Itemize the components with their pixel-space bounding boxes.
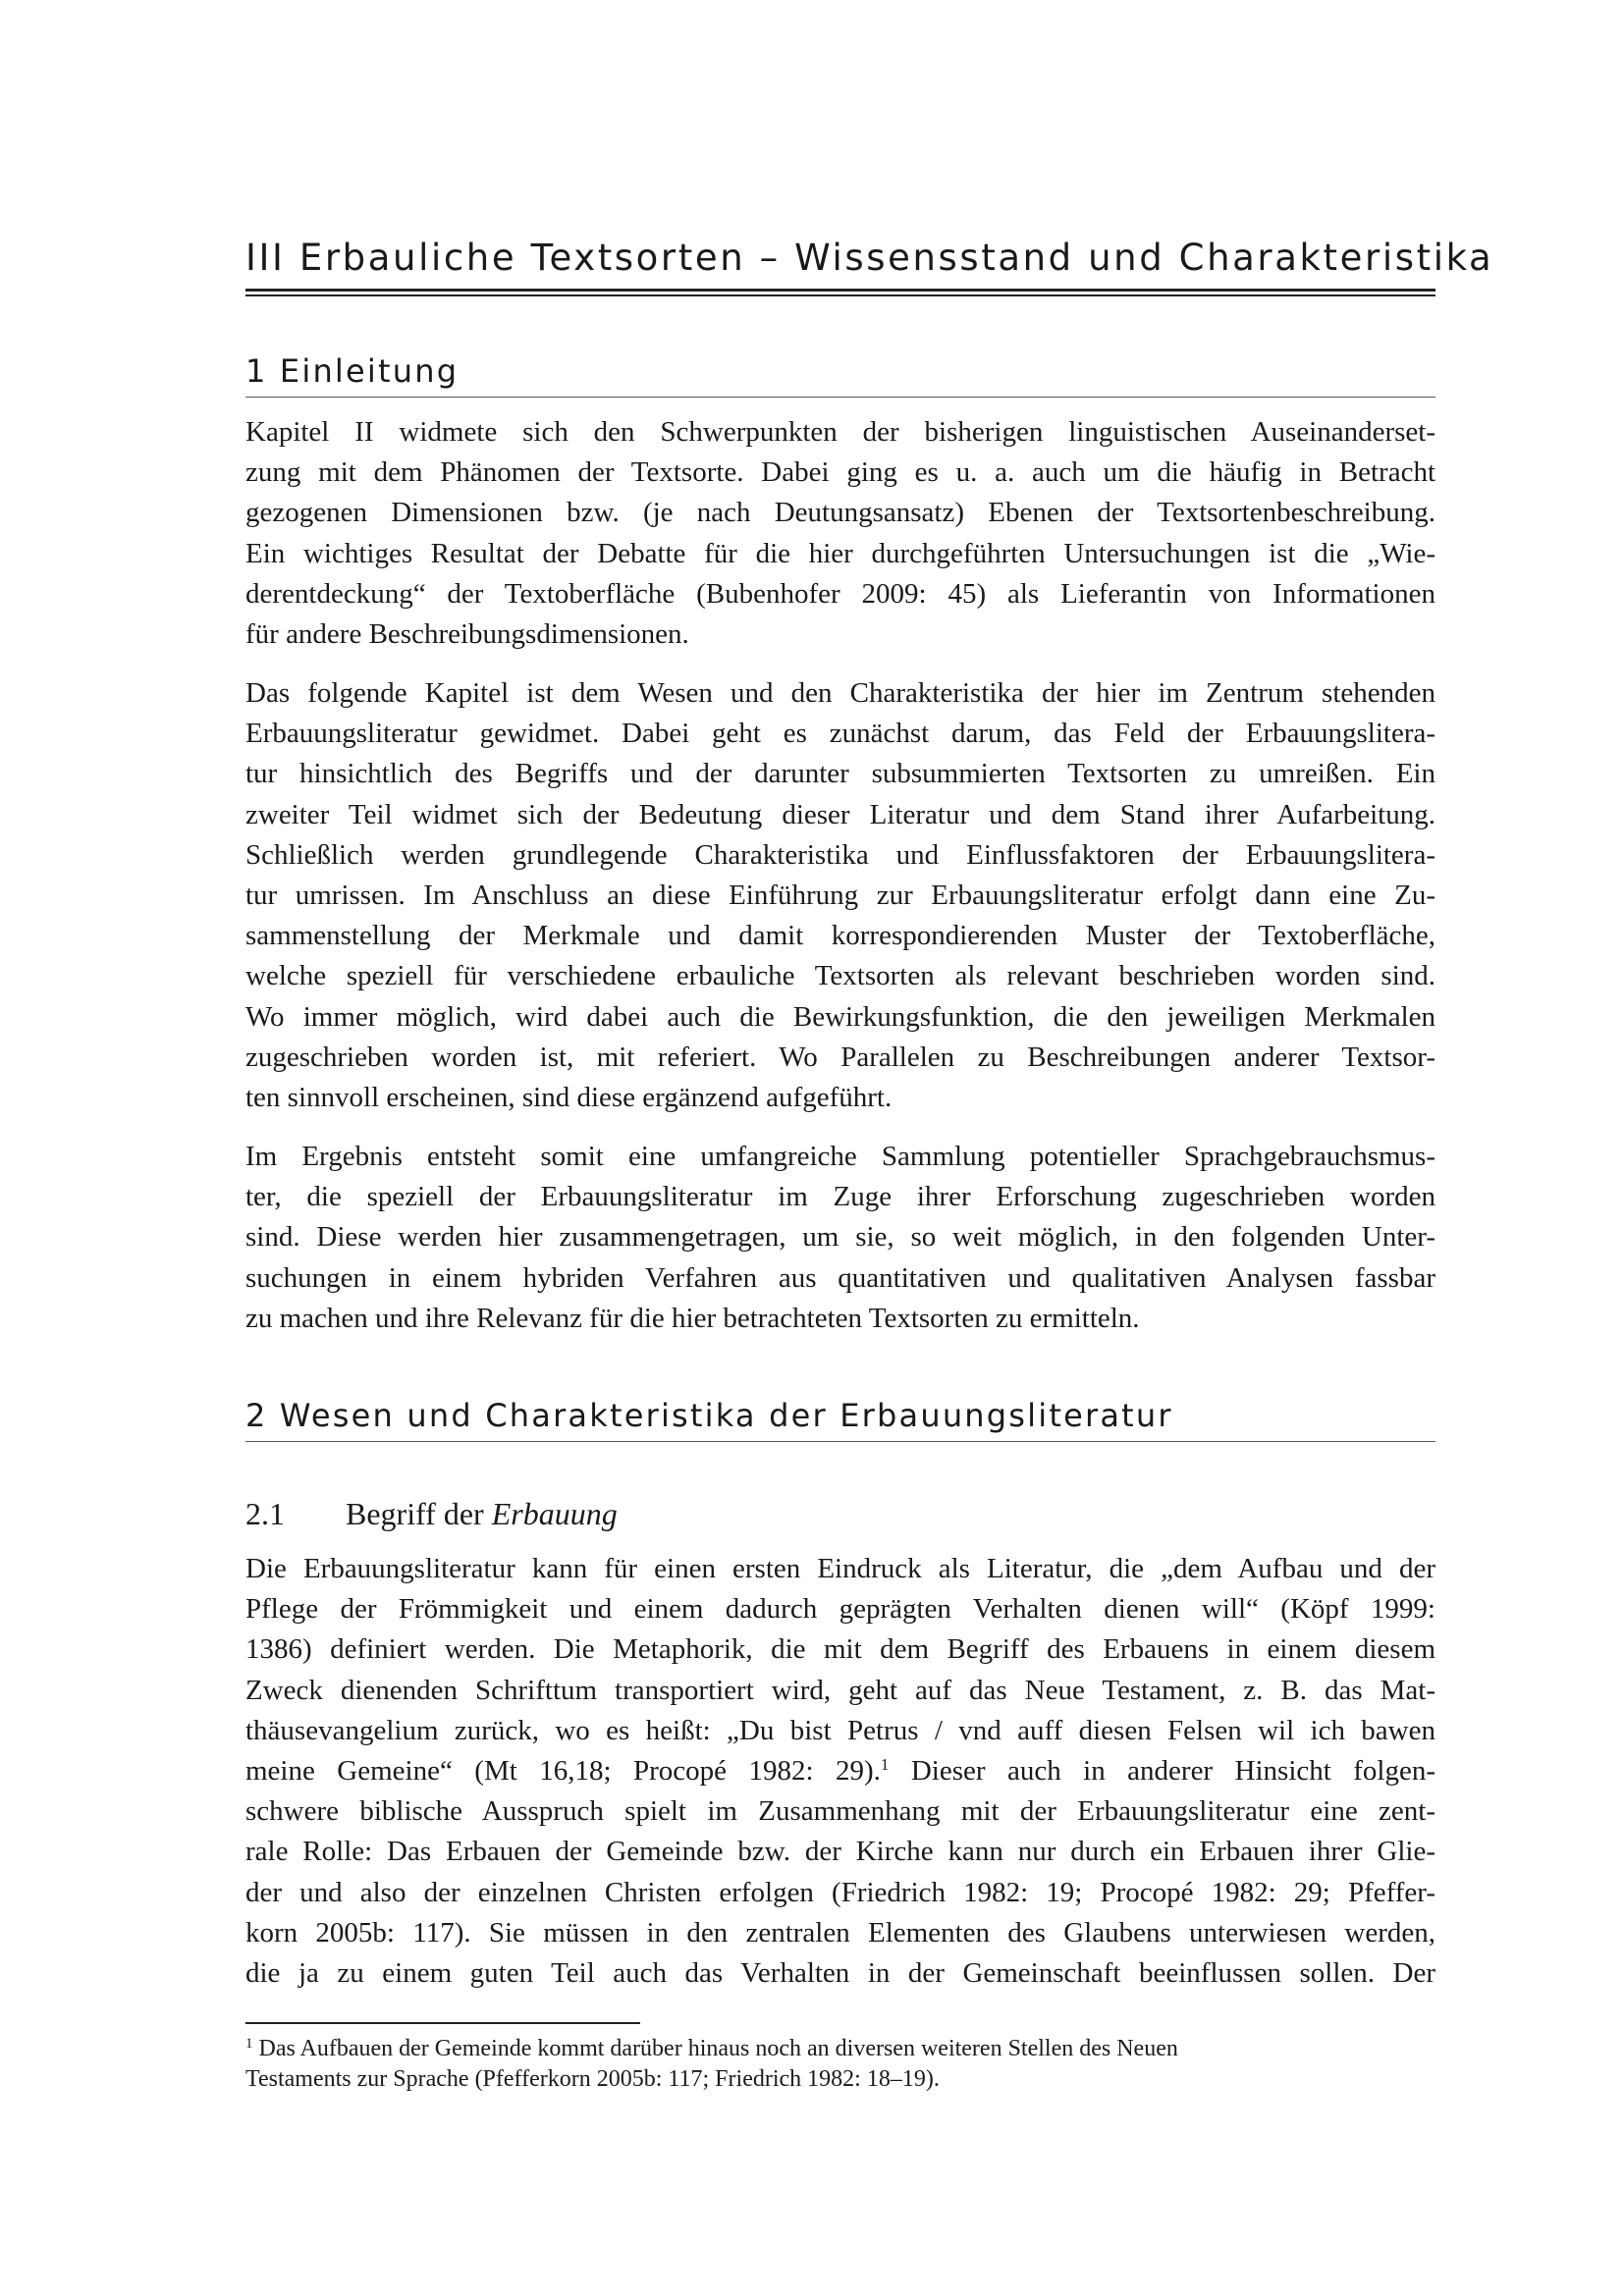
text-line: thäusevangelium zurück, wo es heißt: „Du bist Petrus / vnd auff diesen Felsen wil ich bawen	[245, 1714, 1435, 1746]
footnote-line	[245, 2034, 1435, 2064]
text-line: Schließlich werden grundlegende Charakteristika und Einflussfaktoren der Erbauungslitera-	[245, 838, 1435, 871]
text-line: für andere Beschreibungsdimensionen.	[245, 618, 689, 651]
text-line: korn 2005b: 117). Sie müssen in den zentralen Elementen des Glaubens unterwiesen werden,	[245, 1916, 1435, 1949]
paragraph-3	[245, 1137, 1435, 1339]
footnote-reference[interactable]: 1	[880, 1755, 890, 1775]
text-line: derentdeckung“ der Textoberfläche (Bubenhofer 2009: 45) als Lieferantin von Informationen	[245, 577, 1435, 610]
text-line: Im Ergebnis entsteht somit eine umfangreiche Sammlung potentieller Sprachgebrauchsmus-	[245, 1141, 1435, 1172]
text-line: tur hinsichtlich des Begriffs und der darunter subsummierten Textsorten zu umreißen. Ein	[245, 758, 1435, 790]
footnote-mark: 1	[245, 2036, 253, 2052]
text-line: tur umrissen. Im Anschluss an diese Einführung zur Erbauungsliteratur erfolgt dann eine Zu-	[245, 880, 1435, 912]
text-line: schwere biblische Ausspruch spielt im Zusammenhang mit der Erbauungsliteratur eine zent-	[245, 1795, 1435, 1828]
section-heading-wesen: 2 Wesen und Charakteristika der Erbauungsliteratur	[245, 1394, 1435, 1442]
text-line: zung mit dem Phänomen der Textsorte. Dabei ging es u. a. auch um die häufig in Betracht	[245, 456, 1435, 489]
chapter-title: III Erbauliche Textsorten – Wissensstand und Charakteristika	[245, 237, 1494, 279]
footnote-text: Das Aufbauen der Gemeinde kommt darüber hinaus noch an diversen weiteren Stellen des Neuen	[252, 2036, 1178, 2061]
paragraph-4	[245, 1549, 1435, 1994]
text-line: Ein wichtiges Resultat der Debatte für die hier durchgeführten Untersuchungen ist die „Wie-	[245, 537, 1435, 569]
text-fragment: Dieser auch in anderer Hinsicht folgen-	[889, 1755, 1436, 1788]
section-heading-einleitung: 1 Einleitung	[245, 349, 1435, 398]
text-line: ten sinnvoll erscheinen, sind diese ergänzend aufgeführt.	[245, 1082, 893, 1114]
text-line: rale Rolle: Das Erbauen der Gemeinde bzw. der Kirche kann nur durch ein Erbauen ihrer Glie-	[245, 1836, 1435, 1868]
text-line: 1386) definiert werden. Die Metaphorik, die mit dem Begriff des Erbauens in einem diesem	[245, 1633, 1435, 1666]
text-line: Zweck dienenden Schrifttum transportiert wird, geht auf das Neue Testament, z. B. das Mat-	[245, 1674, 1435, 1706]
text-line: die ja zu einem guten Teil auch das Verhalten in der Gemeinschaft beeinflussen sollen. Der	[245, 1957, 1435, 1990]
footnote-line: Testaments zur Sprache (Pfefferkorn 2005b: 117; Friedrich 1982: 18–19).	[245, 2066, 940, 2092]
text-fragment: meine Gemeine“ (Mt 16,18; Procopé 1982: 29).	[245, 1755, 881, 1788]
text-line: zu machen und ihre Relevanz für die hier betrachteten Textsorten zu ermitteln.	[245, 1302, 1140, 1334]
text-line: Kapitel II widmete sich den Schwerpunkten der bisherigen linguistischen Auseinanderset-	[245, 416, 1435, 448]
text-line: gezogenen Dimensionen bzw. (je nach Deutungsansatz) Ebenen der Textsortenbeschreibung.	[245, 497, 1435, 529]
chapter-title-rule	[245, 289, 1435, 296]
footnote-separator	[245, 2022, 640, 2024]
text-line-with-footnote	[245, 1751, 1435, 1791]
text-line: zugeschrieben worden ist, mit referiert. Wo Parallelen zu Beschreibungen anderer Textsor-	[245, 1041, 1435, 1073]
text-line: suchungen in einem hybriden Verfahren aus quantitativen und qualitativen Analysen fassbar	[245, 1261, 1435, 1294]
text-line: sind. Diese werden hier zusammengetragen, um sie, so weit möglich, in den folgenden Unter-	[245, 1221, 1435, 1254]
paragraph-2	[245, 673, 1435, 1118]
text-line: Pflege der Frömmigkeit und einem dadurch geprägten Verhalten dienen will“ (Köpf 1999:	[245, 1593, 1435, 1626]
subsection-title-plain: Begriff der	[346, 1496, 492, 1531]
text-line: zweiter Teil widmet sich der Bedeutung dieser Literatur und dem Stand ihrer Aufarbeitung.	[245, 798, 1435, 830]
text-line: Wo immer möglich, wird dabei auch die Bewirkungsfunktion, die den jeweiligen Merkmalen	[245, 1000, 1435, 1033]
text-line: ter, die speziell der Erbauungsliteratur im Zuge ihrer Erforschung zugeschrieben worden	[245, 1181, 1435, 1213]
text-line: Das folgende Kapitel ist dem Wesen und den Charakteristika der hier im Zentrum stehenden	[245, 677, 1435, 709]
text-line: Erbauungsliteratur gewidmet. Dabei geht es zunächst darum, das Feld der Erbauungslitera-	[245, 718, 1435, 750]
subsection-title-italic: Erbauung	[491, 1496, 618, 1531]
subsection-number: 2.1	[245, 1496, 285, 1531]
text-line: welche speziell für verschiedene erbauliche Textsorten als relevant beschrieben worden sind.	[245, 960, 1435, 992]
text-line: sammenstellung der Merkmale und damit korrespondierenden Muster der Textoberfläche,	[245, 920, 1435, 952]
text-line: der und also der einzelnen Christen erfolgen (Friedrich 1982: 19; Procopé 1982: 29; Pfeffer-	[245, 1876, 1435, 1908]
footnote-1	[245, 2034, 1435, 2095]
paragraph-1	[245, 412, 1435, 655]
text-line: Die Erbauungsliteratur kann für einen ersten Eindruck als Literatur, die „dem Aufbau und der	[245, 1553, 1435, 1584]
subsection-heading-begriff	[245, 1492, 1435, 1535]
